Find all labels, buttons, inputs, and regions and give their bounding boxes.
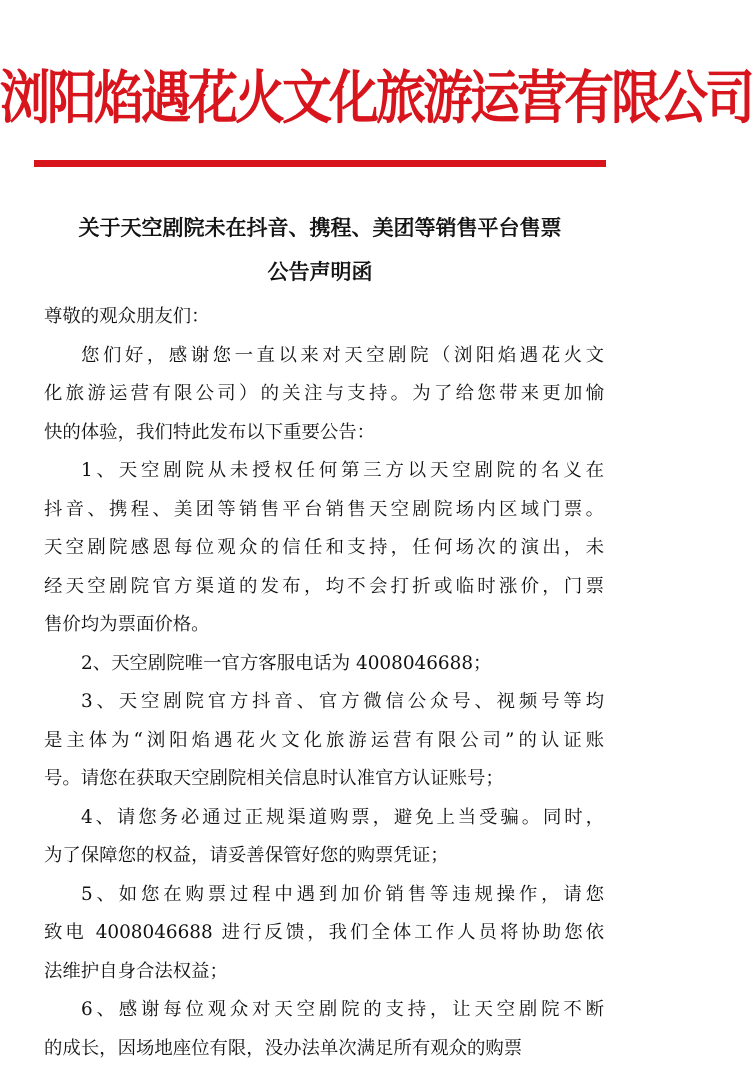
intro-paragraph-line: 您们好，感谢您一直以来对天空剧院（浏阳焰遇花火文 bbox=[44, 337, 604, 376]
notice-item-5-line: 5、如您在购票过程中遇到加价销售等违规操作，请您 bbox=[44, 876, 604, 915]
notice-item-1-line: 抖音、携程、美团等销售平台销售天空剧院场内区域门票。 bbox=[44, 491, 604, 530]
notice-title-line-1: 关于天空剧院未在抖音、携程、美团等销售平台售票 bbox=[0, 212, 640, 242]
notice-title-line-2: 公告声明函 bbox=[0, 256, 640, 286]
notice-item-1-line: 天空剧院感恩每位观众的信任和支持，任何场次的演出，未 bbox=[44, 529, 604, 568]
notice-item-3-line: 是主体为“浏阳焰遇花火文化旅游运营有限公司”的认证账 bbox=[44, 722, 604, 761]
notice-item-1-line: 售价均为票面价格。 bbox=[44, 606, 604, 645]
intro-paragraph-line: 化旅游运营有限公司）的关注与支持。为了给您带来更加愉 bbox=[44, 375, 604, 414]
letterhead-divider bbox=[34, 160, 606, 167]
company-letterhead: 浏阳焰遇花火文化旅游运营有限公司 bbox=[0, 60, 640, 136]
salutation: 尊敬的观众朋友们： bbox=[44, 298, 604, 337]
notice-item-6-line: 6、感谢每位观众对天空剧院的支持，让天空剧院不断 bbox=[44, 991, 604, 1030]
notice-item-1-line: 经天空剧院官方渠道的发布，均不会打折或临时涨价，门票 bbox=[44, 568, 604, 607]
notice-item-1-line: 1、天空剧院从未授权任何第三方以天空剧院的名义在 bbox=[44, 452, 604, 491]
notice-item-4-line: 4、请您务必通过正规渠道购票，避免上当受骗。同时， bbox=[44, 799, 604, 838]
notice-item-3-line: 3、天空剧院官方抖音、官方微信公众号、视频号等均 bbox=[44, 683, 604, 722]
notice-item-2-line: 2、天空剧院唯一官方客服电话为 4008046688； bbox=[44, 645, 604, 684]
intro-paragraph-line: 快的体验，我们特此发布以下重要公告： bbox=[44, 414, 604, 453]
notice-body bbox=[44, 298, 604, 1068]
notice-item-4-line: 为了保障您的权益，请妥善保管好您的购票凭证； bbox=[44, 837, 604, 876]
notice-item-6-line: 的成长，因场地座位有限，没办法单次满足所有观众的购票 bbox=[44, 1030, 604, 1068]
notice-item-5-line: 法维护自身合法权益； bbox=[44, 953, 604, 992]
notice-item-3-line: 号。请您在获取天空剧院相关信息时认准官方认证账号； bbox=[44, 760, 604, 799]
notice-item-5-line: 致电 4008046688 进行反馈，我们全体工作人员将协助您依 bbox=[44, 914, 604, 953]
